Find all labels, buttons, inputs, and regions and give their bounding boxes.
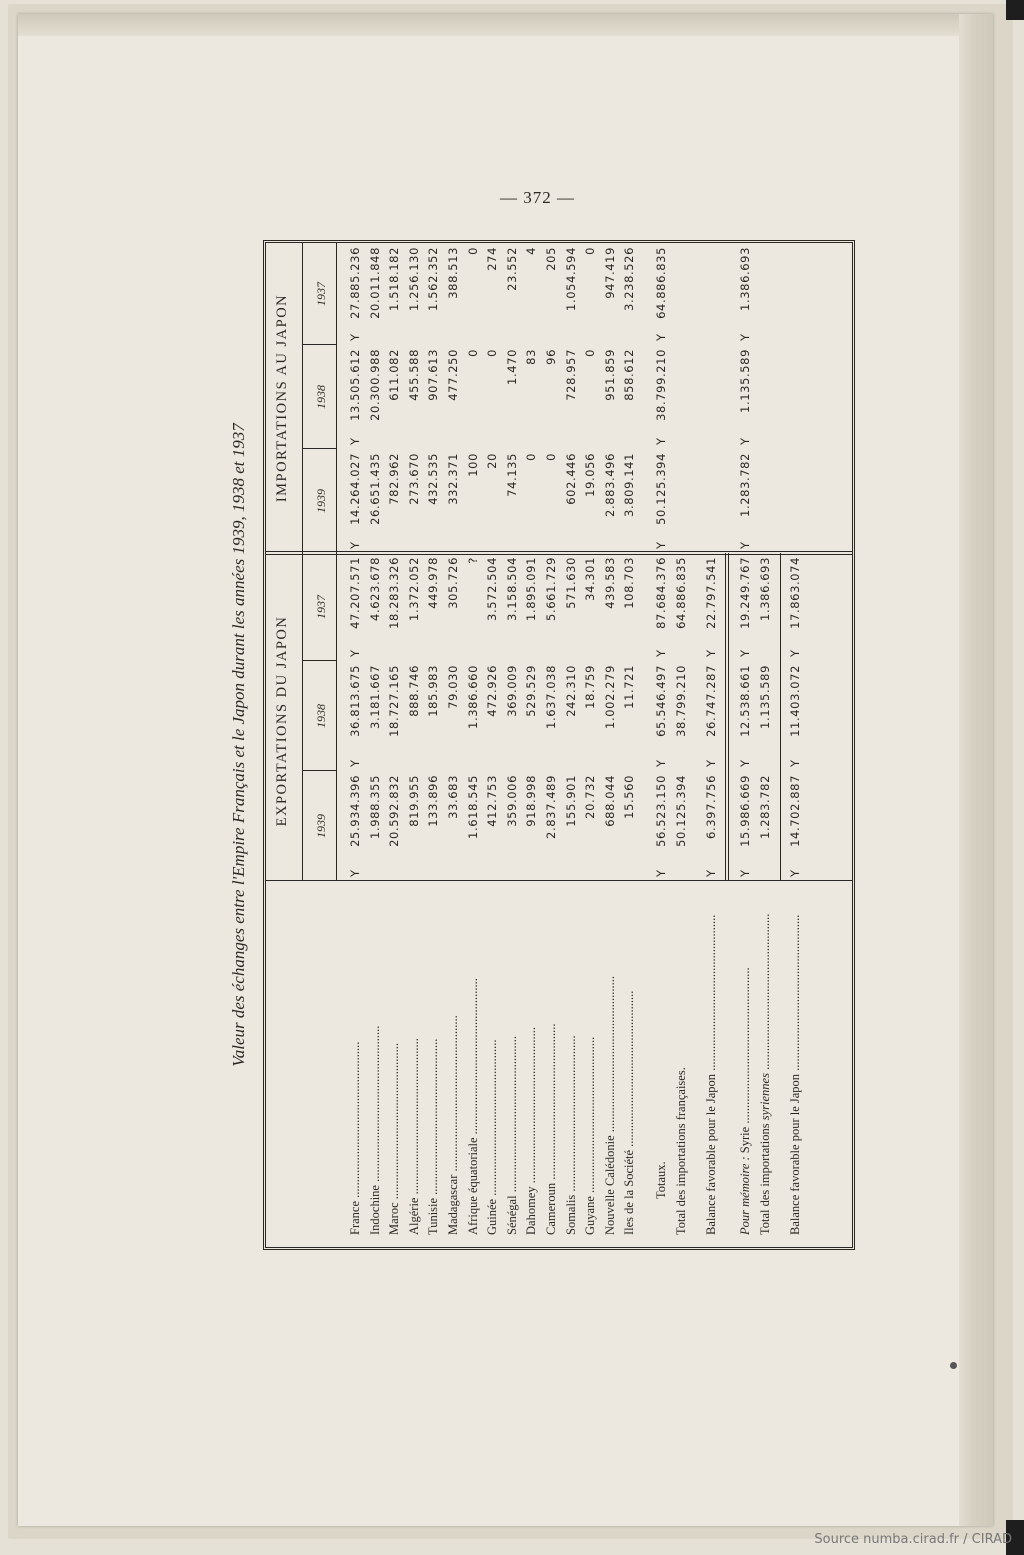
row-label — [366, 885, 385, 1235]
separator-rule — [728, 553, 729, 881]
value-cell: 5.661.729 — [544, 557, 558, 621]
value-cell: 15.560 — [622, 775, 637, 819]
row-label-text: Cameroun — [544, 1182, 558, 1235]
value-cell: 1.386.660 — [465, 665, 480, 729]
value-cell: 602.446 — [563, 453, 578, 505]
table-row — [464, 243, 483, 1247]
year-exports-1938: 1938 — [314, 704, 328, 728]
row-label — [736, 885, 755, 1235]
value-cell: 4.623.678 — [367, 557, 382, 621]
value-cell: 1.386.693 — [738, 247, 752, 311]
page-right-edge — [959, 14, 993, 1526]
value-cell: 273.670 — [406, 453, 421, 505]
value-cell: 50.125.394 — [674, 775, 688, 847]
value-cell: 412.753 — [485, 775, 500, 827]
col-rule-i1 — [302, 448, 336, 449]
value-cell: 782.962 — [387, 453, 402, 505]
leader-dots: .................................................. — [583, 1036, 598, 1197]
row-label — [620, 885, 639, 1235]
value-cell: 18.283.326 — [387, 557, 402, 629]
value-cell: 20.732 — [583, 775, 598, 819]
value-cell: 907.613 — [426, 349, 441, 401]
value-cell: 26.651.435 — [367, 453, 382, 525]
value-cell: 4 — [524, 247, 539, 255]
value-cell: 1.637.038 — [544, 665, 558, 729]
table-row — [736, 243, 755, 1247]
row-label — [444, 885, 463, 1235]
value-cell: 571.630 — [563, 557, 578, 609]
row-label — [652, 849, 671, 1199]
leader-dots: .................................................. — [485, 1039, 500, 1199]
currency-symbol: Y — [738, 759, 752, 767]
page-top-edge — [18, 14, 993, 36]
year-imports-1937: 1937 — [314, 282, 328, 306]
row-label-text: Sénégal — [504, 1195, 519, 1235]
total-imports-syr-italic: syriennes — [758, 1073, 772, 1121]
year-exports-1939: 1939 — [314, 814, 328, 838]
value-cell: 34.301 — [583, 557, 598, 601]
value-cell: 38.799.210 — [654, 349, 668, 421]
total-imports-syr-prefix: Total des importations — [758, 1123, 772, 1235]
memo-syrie-label: Syrie — [738, 1126, 752, 1154]
row-label-text: Afrique équatoriale — [465, 1137, 480, 1235]
value-cell: 155.901 — [563, 775, 578, 827]
value-cell: 1.135.589 — [738, 349, 752, 413]
value-cell: 23.552 — [504, 247, 519, 291]
leader-dots: .................................................. — [426, 1038, 441, 1198]
value-cell: 3.572.504 — [485, 557, 500, 621]
leader-dots: .................................................. — [788, 914, 802, 1074]
value-cell: 18.727.165 — [387, 665, 402, 737]
table-row — [522, 243, 541, 1247]
value-cell: 100 — [465, 453, 480, 477]
value-cell: 15.986.669 — [738, 775, 752, 847]
value-cell: 50.125.394 — [654, 453, 668, 525]
value-cell: 477.250 — [446, 349, 460, 401]
value-cell: 918.998 — [524, 775, 539, 827]
table-row — [503, 243, 522, 1247]
value-cell: 96 — [544, 349, 558, 365]
value-cell: 19.056 — [583, 453, 598, 497]
table-row — [346, 243, 365, 1247]
totals-label: Totaux — [654, 1164, 668, 1199]
value-cell: 0 — [485, 349, 500, 357]
value-cell: 728.957 — [563, 349, 578, 401]
row-label-text: Nouvelle Calédonie — [602, 1135, 617, 1235]
value-cell: 242.310 — [563, 665, 578, 717]
binder-clip-top — [1006, 0, 1024, 20]
value-cell: 359.006 — [504, 775, 519, 827]
table-row — [581, 243, 600, 1247]
value-cell: 83 — [524, 349, 539, 365]
currency-symbol: Y — [654, 649, 668, 657]
currency-symbol: Y — [704, 649, 718, 657]
value-cell: 205 — [544, 247, 558, 271]
balance-label: Balance favorable pour le Japon — [704, 1073, 718, 1235]
imports-header: IMPORTATIONS AU JAPON — [274, 293, 290, 503]
value-cell: 432.535 — [426, 453, 441, 505]
currency-symbol: Y — [348, 333, 362, 341]
row-label-text: Guyane — [583, 1196, 598, 1235]
table-row — [366, 243, 385, 1247]
currency-symbol: Y — [788, 759, 802, 767]
row-label-text: Indochine — [367, 1185, 382, 1235]
currency-symbol: Y — [348, 759, 362, 767]
value-cell: 26.747.287 — [704, 665, 718, 737]
year-imports-1939: 1939 — [314, 489, 328, 513]
leader-dots: .................................................. — [758, 913, 772, 1074]
header-rule-2 — [336, 243, 337, 881]
value-cell: 1.988.355 — [367, 775, 382, 839]
row-label — [672, 885, 691, 1235]
value-cell: 47.207.571 — [348, 557, 362, 629]
value-cell: 65.546.497 — [654, 665, 668, 737]
value-cell: 611.082 — [387, 349, 402, 401]
currency-symbol: Y — [654, 437, 668, 445]
row-label-text: Madagascar — [446, 1174, 460, 1235]
trade-table — [263, 240, 855, 1250]
currency-symbol: Y — [738, 649, 752, 657]
table-row — [756, 243, 775, 1247]
table-row — [620, 243, 639, 1247]
value-cell: 64.886.835 — [654, 247, 668, 319]
leader-dots: .................................................. — [704, 914, 718, 1074]
row-label — [702, 885, 721, 1235]
value-cell: 455.588 — [406, 349, 421, 401]
value-cell: 3.158.504 — [504, 557, 519, 621]
currency-symbol: Y — [654, 333, 668, 341]
value-cell: 819.955 — [406, 775, 421, 827]
table-row — [672, 243, 691, 1247]
row-label — [385, 885, 404, 1235]
value-cell: 951.859 — [602, 349, 617, 401]
value-cell: 64.886.835 — [674, 557, 688, 629]
leader-dots: .................................................. — [367, 1025, 382, 1186]
value-cell: 449.978 — [426, 557, 441, 609]
currency-symbol: Y — [738, 869, 752, 877]
value-cell: 20.011.848 — [367, 247, 382, 319]
leader-dots: . — [674, 1067, 688, 1071]
value-cell: 74.135 — [504, 453, 519, 497]
value-cell: 888.746 — [406, 665, 421, 717]
value-cell: 87.684.376 — [654, 557, 668, 629]
leader-dots: .................................................. — [602, 976, 617, 1136]
leader-dots: .................................................. — [622, 990, 637, 1150]
col-rule-e1 — [302, 770, 336, 771]
value-cell: 14.702.887 — [788, 775, 802, 847]
value-cell: 20 — [485, 453, 500, 469]
value-cell: 20.592.832 — [387, 775, 402, 847]
value-cell: 1.895.091 — [524, 557, 539, 621]
currency-symbol: Y — [704, 759, 718, 767]
row-label — [756, 885, 775, 1235]
value-cell: 0 — [544, 453, 558, 461]
row-label-text: Maroc — [387, 1202, 402, 1235]
leader-dots: .................................................. — [563, 1035, 578, 1195]
value-cell: 36.813.675 — [348, 665, 362, 737]
balance-syr-label: Balance favorable pour le Japon — [788, 1073, 802, 1235]
col-rule-i2 — [302, 344, 336, 345]
row-label — [786, 885, 805, 1235]
year-exports-1937: 1937 — [314, 595, 328, 619]
value-cell: 11.721 — [622, 665, 637, 709]
row-label — [483, 885, 502, 1235]
currency-symbol: Y — [654, 759, 668, 767]
value-cell: 274 — [485, 247, 500, 271]
currency-symbol: Y — [348, 437, 362, 445]
currency-symbol: Y — [348, 649, 362, 657]
currency-symbol: Y — [738, 333, 752, 341]
row-label — [562, 885, 581, 1235]
value-cell: 0 — [465, 247, 480, 255]
value-cell: 1.002.279 — [602, 665, 617, 729]
exports-header: EXPORTATIONS DU JAPON — [274, 615, 290, 827]
total-imports-fr-label: Total des importations françaises — [674, 1070, 688, 1235]
table-row — [702, 243, 721, 1247]
value-cell: 25.934.396 — [348, 775, 362, 847]
row-label-text: Iles de la Société — [622, 1149, 637, 1235]
value-cell: 947.419 — [602, 247, 617, 299]
value-cell: 1.618.545 — [465, 775, 480, 839]
value-cell: 12.538.661 — [738, 665, 752, 737]
value-cell: 1.256.130 — [406, 247, 421, 311]
header-rule-1 — [302, 243, 303, 881]
value-cell: 858.612 — [622, 349, 637, 401]
value-cell: 33.683 — [446, 775, 460, 819]
value-cell: 0 — [583, 247, 598, 255]
currency-symbol: Y — [654, 869, 668, 877]
value-cell: 1.283.782 — [738, 453, 752, 517]
table-row — [652, 243, 671, 1247]
value-cell: 688.044 — [602, 775, 617, 827]
row-label — [542, 885, 561, 1235]
row-label — [601, 885, 620, 1235]
row-label-text: Tunisie — [426, 1197, 441, 1235]
value-cell: 185.983 — [426, 665, 441, 717]
table-row — [424, 243, 443, 1247]
col-rule-e2 — [302, 660, 336, 661]
value-cell: 1.283.782 — [758, 775, 772, 839]
value-cell: 1.518.182 — [387, 247, 402, 311]
table-caption: Valeur des échanges entre l'Empire Français et le Japon durant les années 1939, 1938 et 1937 — [229, 423, 248, 1067]
leader-dots: .................................................. — [544, 1023, 558, 1183]
value-cell: 1.470 — [504, 349, 519, 385]
table-row — [542, 243, 561, 1247]
table-row — [483, 243, 502, 1247]
value-cell: 1.135.589 — [758, 665, 772, 729]
currency-symbol: Y — [738, 541, 752, 549]
row-label-text: Guinée — [485, 1198, 500, 1235]
value-cell: 3.238.526 — [622, 247, 637, 311]
currency-symbol: Y — [788, 869, 802, 877]
separator-rule — [725, 553, 726, 881]
leader-dots: .................................................. — [387, 1043, 402, 1203]
row-label — [464, 885, 483, 1235]
table-row — [601, 243, 620, 1247]
value-cell: 79.030 — [446, 665, 460, 709]
separator-rule — [780, 553, 781, 881]
leader-dots: .................................................. — [406, 1038, 421, 1198]
table-row — [562, 243, 581, 1247]
value-cell: ? — [465, 557, 480, 564]
value-cell: 0 — [583, 349, 598, 357]
row-label — [346, 885, 365, 1235]
value-cell: 11.403.072 — [788, 665, 802, 737]
memo-prefix: Pour mémoire : — [738, 1156, 752, 1235]
leader-dots: . — [654, 1161, 668, 1165]
value-cell: 472.926 — [485, 665, 500, 717]
leader-dots: .................................................. — [738, 967, 752, 1127]
value-cell: 3.809.141 — [622, 453, 637, 517]
row-label-text: Somalis — [563, 1194, 578, 1235]
ink-dot — [950, 1362, 957, 1369]
value-cell: 1.054.594 — [563, 247, 578, 311]
value-cell: 108.703 — [622, 557, 637, 609]
value-cell: 332.371 — [446, 453, 460, 505]
value-cell: 20.300.988 — [367, 349, 382, 421]
value-cell: 529.529 — [524, 665, 539, 717]
year-imports-1938: 1938 — [314, 385, 328, 409]
value-cell: 2.883.496 — [602, 453, 617, 517]
value-cell: 17.863.074 — [788, 557, 802, 629]
table-row — [385, 243, 404, 1247]
value-cell: 133.896 — [426, 775, 441, 827]
space — [758, 1120, 772, 1123]
row-label-text: Algérie — [406, 1197, 421, 1235]
leader-dots: .................................................. — [524, 1027, 539, 1187]
table-row — [786, 243, 805, 1247]
value-cell: 0 — [465, 349, 480, 357]
table-row — [444, 243, 463, 1247]
source-credit: Source numba.cirad.fr / CIRAD — [814, 1532, 1012, 1547]
value-cell: 6.397.756 — [704, 775, 718, 839]
value-cell: 56.523.150 — [654, 775, 668, 847]
value-cell: 3.181.667 — [367, 665, 382, 729]
value-cell: 13.505.612 — [348, 349, 362, 421]
value-cell: 27.885.236 — [348, 247, 362, 319]
value-cell: 369.009 — [504, 665, 519, 717]
value-cell: 14.264.027 — [348, 453, 362, 525]
row-label — [522, 885, 541, 1235]
value-cell: 2.837.489 — [544, 775, 558, 839]
value-cell: 38.799.210 — [674, 665, 688, 737]
row-label — [581, 885, 600, 1235]
value-cell: 305.726 — [446, 557, 460, 609]
row-label-text: France — [348, 1200, 362, 1235]
value-cell: 1.372.052 — [406, 557, 421, 621]
currency-symbol: Y — [654, 541, 668, 549]
table-row — [405, 243, 424, 1247]
row-label — [405, 885, 424, 1235]
leader-dots: .................................................. — [504, 1036, 519, 1196]
leader-dots: .................................................. — [348, 1041, 362, 1201]
currency-symbol: Y — [348, 541, 362, 549]
value-cell: 1.386.693 — [758, 557, 772, 621]
value-cell: 19.249.767 — [738, 557, 752, 629]
row-label-text: Dahomey — [524, 1186, 539, 1235]
value-cell: 18.759 — [583, 665, 598, 709]
currency-symbol: Y — [704, 869, 718, 877]
value-cell: 439.583 — [602, 557, 617, 609]
space — [738, 1153, 752, 1156]
row-label — [424, 885, 443, 1235]
leader-dots: .................................................. — [446, 1015, 460, 1175]
currency-symbol: Y — [348, 869, 362, 877]
page-number: — 372 — — [500, 188, 575, 207]
value-cell: 388.513 — [446, 247, 460, 299]
leader-dots: .................................................. — [465, 978, 480, 1138]
currency-symbol: Y — [788, 649, 802, 657]
rotated-table-block — [229, 240, 855, 1250]
value-cell: 22.797.541 — [704, 557, 718, 629]
row-label — [503, 885, 522, 1235]
value-cell: 0 — [524, 453, 539, 461]
currency-symbol: Y — [738, 437, 752, 445]
value-cell: 1.562.352 — [426, 247, 441, 311]
